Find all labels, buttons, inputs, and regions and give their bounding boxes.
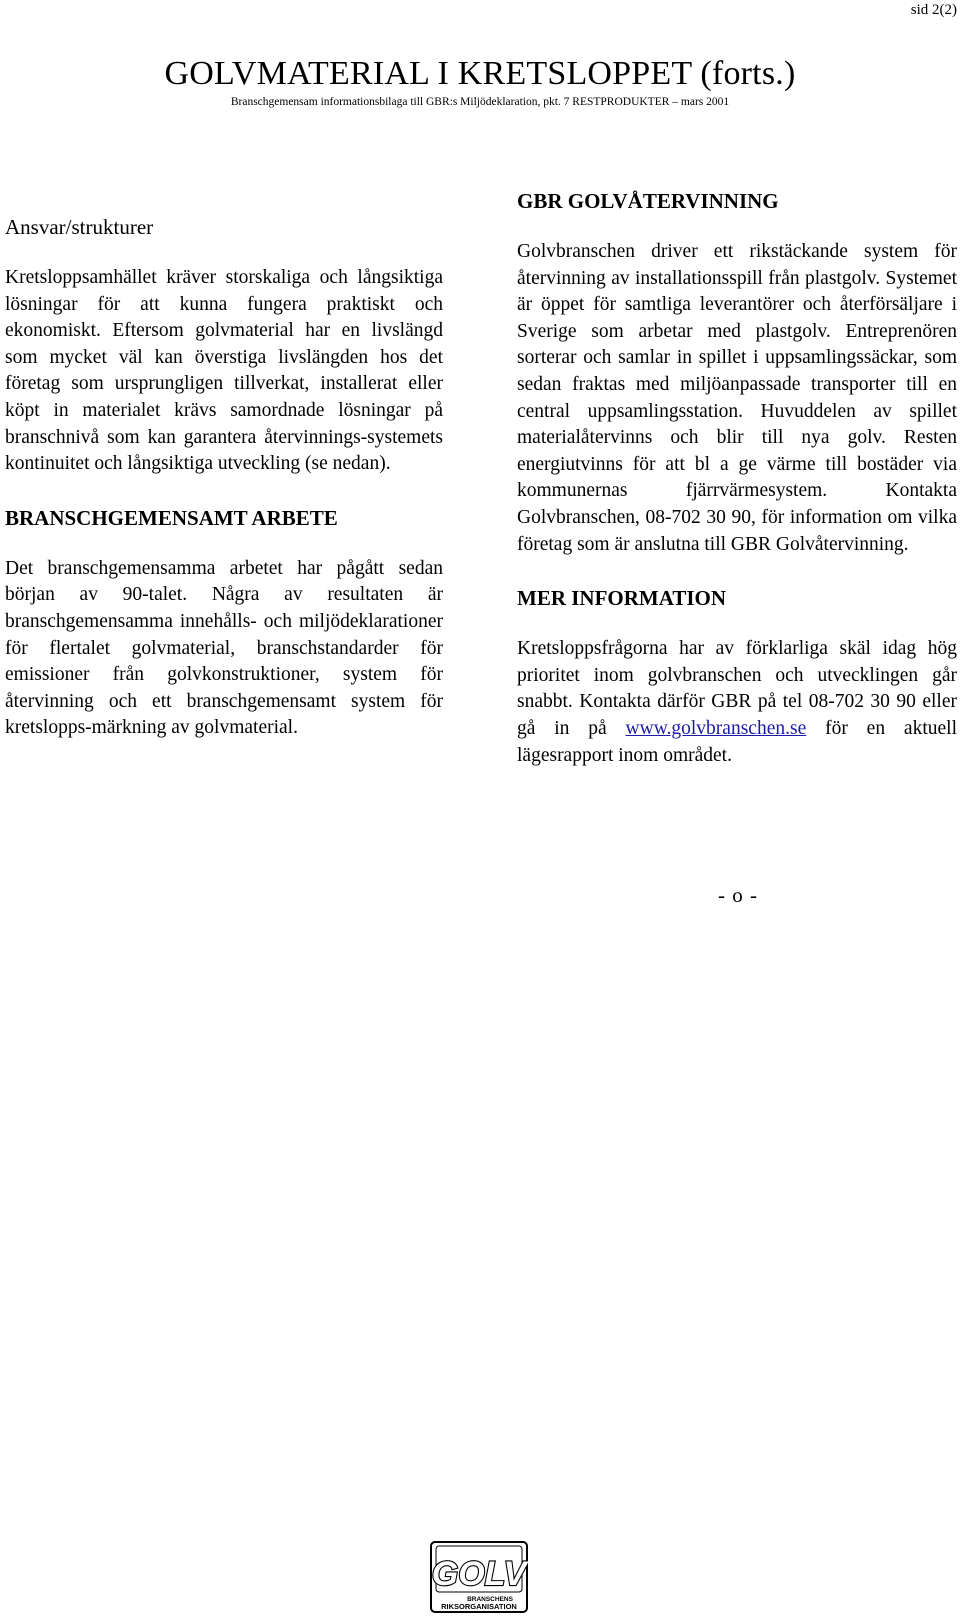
right-column	[517, 188, 957, 769]
page-subtitle: Branschgemensam informationsbilaga till GBR:s Miljödeklaration, pkt. 7 RESTPRODUKTER – mars 2001	[230, 96, 730, 108]
logo-wordmark: GOLV	[431, 1555, 527, 1593]
page-title: GOLVMATERIAL I KRETSLOPPET (forts.)	[164, 55, 796, 92]
section-paragraph-branschgemensamt: Det branschgemensamma arbetet har pågått sedan början av 90-talet. Några av resultaten är branschgemensamma innehålls- och miljödeklarationer för flertalet golvmaterial, branschstandarder för emissioner från golvkonstruktioner, system för återvinning och ett branschgemensamt system för kretslopps-märkning av golvmaterial.	[5, 557, 443, 739]
section-heading-ansvar: Ansvar/strukturer	[5, 215, 154, 239]
section-paragraph-ansvar: Kretsloppsamhället kräver storskaliga och långsiktiga lösningar för att kunna fungera praktiskt och ekonomiskt. Eftersom golvmaterial har en livslängd som mycket väl kan överstiga livslängden hos det företag som ursprungligen tillverkat, installerat eller köpt in materialet krävs samordnade lösningar på branschnivå som kan garantera återvinnings-systemets kontinuitet och långsiktiga utveckling (se nedan).	[5, 267, 443, 475]
paragraph-text-after-link: för en aktuell lägesrapport inom området.	[517, 717, 957, 766]
golv-logo	[430, 1541, 528, 1613]
end-mark: - o -	[718, 883, 758, 907]
page-number: sid 2(2)	[910, 2, 957, 18]
golvbranschen-link[interactable]: www.golvbranschen.se	[625, 717, 807, 739]
left-column	[5, 214, 443, 742]
section-paragraph-mer-information	[517, 636, 957, 769]
section-heading-golvatervinning: GBR GOLVÅTERVINNING	[517, 189, 779, 213]
logo-caption-line1: BRANSCHENS	[467, 1596, 513, 1603]
logo-caption-line2: RIKSORGANISATION	[441, 1602, 517, 1611]
section-heading-mer-information: MER INFORMATION	[517, 586, 727, 611]
section-heading-branschgemensamt: BRANSCHGEMENSAMT ARBETE	[5, 505, 338, 530]
section-paragraph-golvatervinning: Golvbranschen driver ett rikstäckande system för återvinning av installationsspill från plastgolv. Systemet är öppet för samtliga leverantörer och återförsäljare i Sverige som arbetar med plastgolv. Entreprenören sorterar och samlar in spillet i uppsamlingssäckar, som sedan fraktas med miljöanpassade transporter till en central uppsamlingsstation. Huvuddelen av spillet materialåtervinns och blir till nya golv. Resten energiutvinns för att bl a ge värme till bostäder via kommunernas fjärrvärmesystem. Kontakta Golvbranschen, 08-702 30 90, för information om vilka företag som är anslutna till GBR Golvåtervinning.	[517, 241, 957, 555]
paragraph-text-before-link: Kretsloppsfrågorna har av förklarliga skäl idag hög prioritet inom golvbranschen och utvecklingen går snabbt. Kontakta därför GBR på tel 08-702 30 90 eller gå in på	[517, 638, 957, 739]
